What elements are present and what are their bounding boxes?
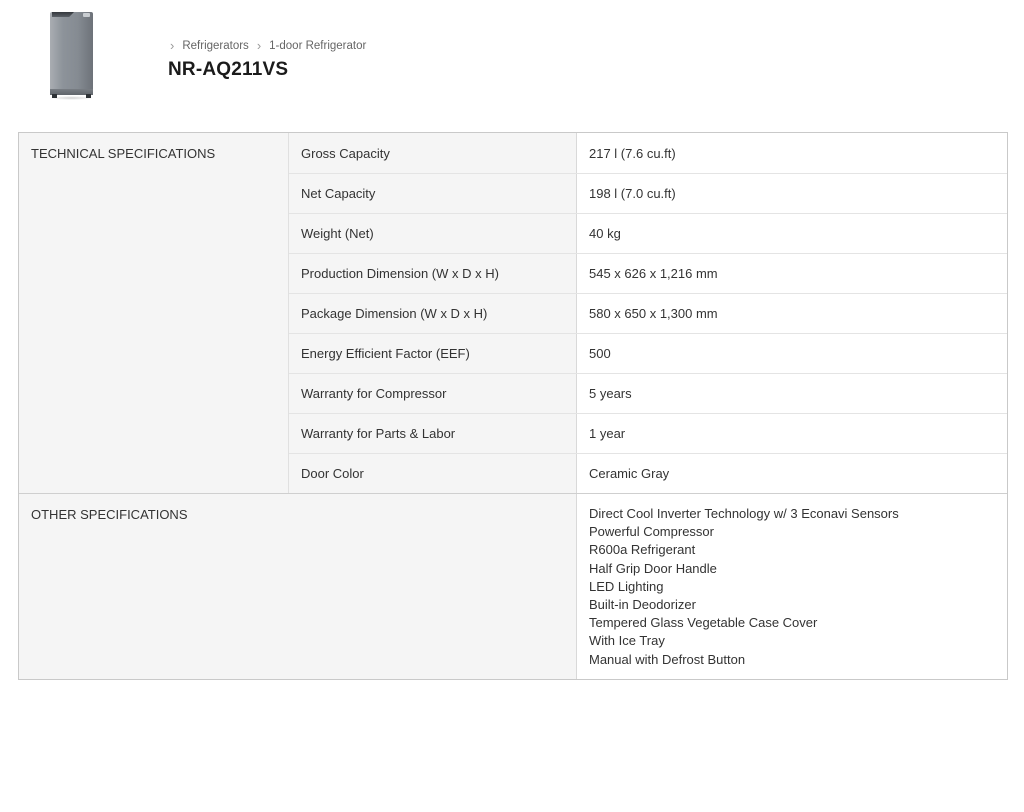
spec-label: Energy Efficient Factor (EEF) — [289, 334, 577, 373]
section-title-technical: TECHNICAL SPECIFICATIONS — [19, 133, 289, 493]
feature-item: Tempered Glass Vegetable Case Cover — [589, 615, 818, 631]
page-header — [0, 0, 1024, 120]
table-row — [289, 293, 1007, 333]
spec-value: 217 l (7.6 cu.ft) — [577, 133, 1007, 173]
chevron-right-icon: › — [256, 38, 262, 53]
feature-item: Powerful Compressor — [589, 524, 714, 540]
technical-rows — [289, 133, 1007, 493]
feature-item: R600a Refrigerant — [589, 542, 696, 558]
spec-label: Gross Capacity — [289, 133, 577, 173]
feature-item: Manual with Defrost Button — [589, 651, 746, 667]
spec-value: 5 years — [577, 374, 1007, 413]
spec-value: 40 kg — [577, 214, 1007, 253]
refrigerator-sticker-shape — [83, 13, 90, 17]
refrigerator-shadow — [49, 96, 94, 100]
table-row — [289, 373, 1007, 413]
table-row — [289, 213, 1007, 253]
spec-value: 500 — [577, 334, 1007, 373]
technical-specifications-section — [19, 133, 1007, 494]
table-row — [289, 133, 1007, 173]
page-title: NR-AQ211VS — [168, 59, 289, 80]
breadcrumb — [168, 39, 366, 52]
spec-label: Package Dimension (W x D x H) — [289, 294, 577, 333]
spec-value: 545 x 626 x 1,216 mm — [577, 254, 1007, 293]
spec-label: Warranty for Compressor — [289, 374, 577, 413]
table-row — [289, 173, 1007, 213]
breadcrumb-item-refrigerators[interactable]: Refrigerators — [182, 39, 249, 52]
section-title-other: OTHER SPECIFICATIONS — [19, 494, 577, 679]
spec-value: 580 x 650 x 1,300 mm — [577, 294, 1007, 333]
table-row — [289, 253, 1007, 293]
table-row — [289, 333, 1007, 373]
chevron-right-icon: › — [170, 38, 175, 53]
spec-label: Door Color — [289, 454, 577, 493]
other-specifications-section — [19, 494, 1007, 679]
breadcrumb-item-1-door-refrigerator[interactable]: 1-door Refrigerator — [269, 39, 367, 52]
feature-item: With Ice Tray — [589, 633, 665, 649]
feature-item: Built-in Deodorizer — [589, 597, 696, 613]
spec-label: Weight (Net) — [289, 214, 577, 253]
spec-value: 1 year — [577, 414, 1007, 453]
spec-value: 198 l (7.0 cu.ft) — [577, 174, 1007, 213]
spec-label: Production Dimension (W x D x H) — [289, 254, 577, 293]
feature-item: Direct Cool Inverter Technology w/ 3 Econavi Sensors — [589, 506, 899, 521]
feature-item: Half Grip Door Handle — [589, 560, 717, 576]
table-row — [289, 453, 1007, 493]
spec-label: Net Capacity — [289, 174, 577, 213]
feature-item: LED Lighting — [589, 578, 664, 594]
spec-label: Warranty for Parts & Labor — [289, 414, 577, 453]
other-specifications-list — [577, 494, 1007, 679]
table-row — [289, 413, 1007, 453]
refrigerator-body-shape — [50, 12, 93, 94]
product-image-refrigerator — [48, 10, 95, 100]
specifications-table — [18, 132, 1008, 680]
spec-value: Ceramic Gray — [577, 454, 1007, 493]
